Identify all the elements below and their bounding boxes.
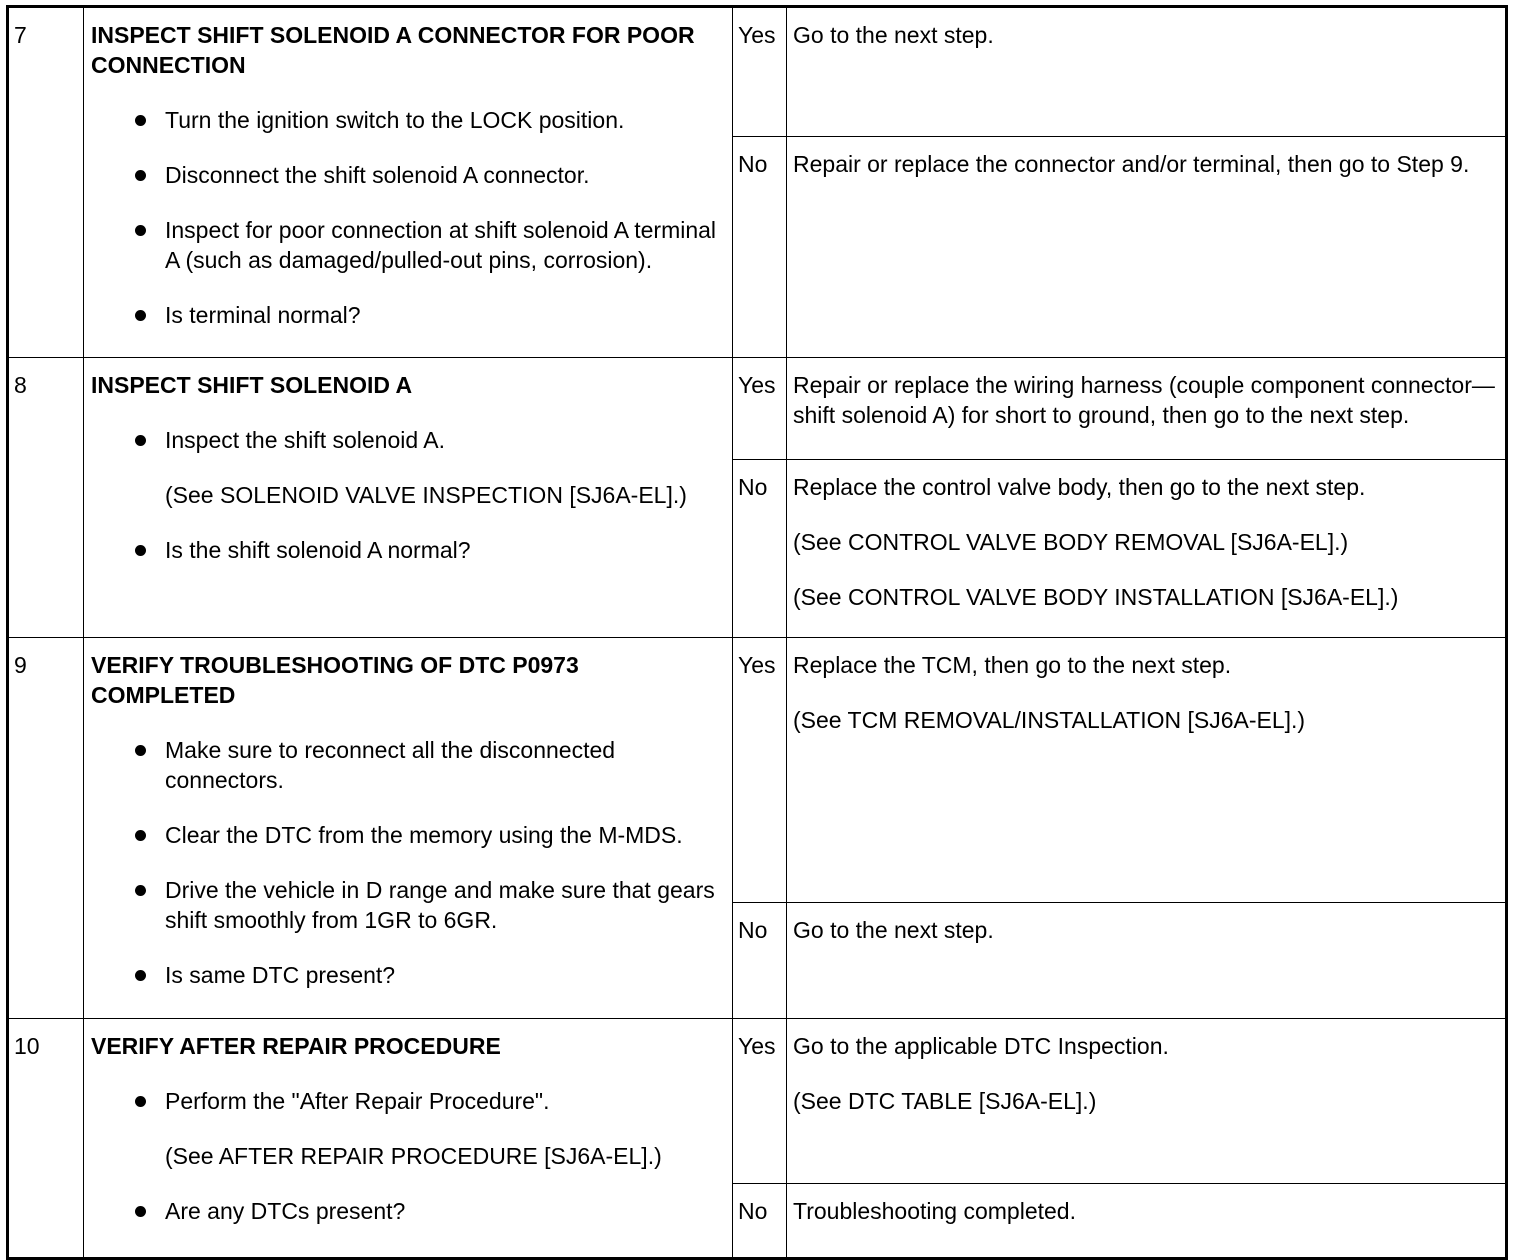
result-text: (See CONTROL VALVE BODY REMOVAL [SJ6A-EL].) [793, 529, 1349, 555]
bullet-icon [135, 970, 146, 981]
bullet-icon [135, 310, 146, 321]
no-result [787, 1184, 1507, 1259]
result-text: Replace the control valve body, then go to the next step. [793, 474, 1366, 500]
no-label: No [733, 460, 787, 638]
bullet-item [91, 160, 718, 190]
reference-note [91, 480, 718, 510]
no-label: No [733, 137, 787, 358]
step-number: 8 [8, 358, 84, 638]
item-text: Inspect the shift solenoid A. [165, 427, 446, 453]
result-text: (See TCM REMOVAL/INSTALLATION [SJ6A-EL].) [793, 707, 1306, 733]
item-text: Clear the DTC from the memory using the M-MDS. [165, 822, 683, 848]
bullet-icon [135, 1206, 146, 1217]
no-result [787, 903, 1507, 1019]
yes-result [787, 1019, 1507, 1184]
step-items [91, 1086, 718, 1226]
step-title: VERIFY TROUBLESHOOTING OF DTC P0973 COMPLETED [91, 652, 579, 708]
result-text: Repair or replace the wiring harness (couple component connector—shift solenoid A) for short to ground, then go to the next step. [793, 372, 1495, 428]
troubleshooting-table [6, 5, 1508, 1260]
yes-label: Yes [733, 358, 787, 460]
item-text: Inspect for poor connection at shift solenoid A terminal A (such as damaged/pulled-out pins, corrosion). [165, 217, 717, 273]
item-text: Perform the "After Repair Procedure". [165, 1088, 550, 1114]
step-action [84, 638, 733, 1019]
bullet-item [91, 820, 718, 850]
table-row [8, 7, 1507, 137]
item-text: (See AFTER REPAIR PROCEDURE [SJ6A-EL].) [165, 1143, 662, 1169]
step-number: 9 [8, 638, 84, 1019]
bullet-item [91, 425, 718, 455]
bullet-icon [135, 830, 146, 841]
bullet-item [91, 215, 718, 275]
item-text: Make sure to reconnect all the disconnected connectors. [165, 737, 616, 793]
item-text: Is the shift solenoid A normal? [165, 537, 471, 563]
result-text: (See DTC TABLE [SJ6A-EL].) [793, 1088, 1097, 1114]
step-items [91, 105, 718, 330]
step-action [84, 358, 733, 638]
bullet-icon [135, 745, 146, 756]
bullet-icon [135, 545, 146, 556]
step-action [84, 1019, 733, 1259]
table-row [8, 358, 1507, 460]
bullet-icon [135, 435, 146, 446]
step-action [84, 7, 733, 358]
item-text: Drive the vehicle in D range and make sure that gears shift smoothly from 1GR to 6GR. [165, 877, 715, 933]
step-items [91, 425, 718, 565]
yes-result [787, 7, 1507, 137]
step-title: INSPECT SHIFT SOLENOID A CONNECTOR FOR POOR CONNECTION [91, 22, 695, 78]
item-text: Disconnect the shift solenoid A connector. [165, 162, 590, 188]
reference-note [91, 1141, 718, 1171]
item-text: Is terminal normal? [165, 302, 361, 328]
result-text: Go to the applicable DTC Inspection. [793, 1033, 1169, 1059]
item-text: (See SOLENOID VALVE INSPECTION [SJ6A-EL].) [165, 482, 687, 508]
table-row [8, 638, 1507, 903]
yes-label: Yes [733, 638, 787, 903]
bullet-item [91, 875, 718, 935]
bullet-icon [135, 115, 146, 126]
table-body [8, 7, 1507, 1259]
yes-label: Yes [733, 7, 787, 137]
result-text: Replace the TCM, then go to the next step. [793, 652, 1232, 678]
step-items [91, 735, 718, 990]
yes-label: Yes [733, 1019, 787, 1184]
bullet-icon [135, 170, 146, 181]
step-number: 10 [8, 1019, 84, 1259]
item-text: Are any DTCs present? [165, 1198, 406, 1224]
step-title: INSPECT SHIFT SOLENOID A [91, 372, 413, 398]
yes-result [787, 358, 1507, 460]
result-text: Repair or replace the connector and/or terminal, then go to Step 9. [793, 151, 1470, 177]
no-result [787, 137, 1507, 358]
no-label: No [733, 903, 787, 1019]
result-text: (See CONTROL VALVE BODY INSTALLATION [SJ6A-EL].) [793, 584, 1399, 610]
bullet-item [91, 735, 718, 795]
bullet-item [91, 300, 718, 330]
step-title: VERIFY AFTER REPAIR PROCEDURE [91, 1033, 501, 1059]
bullet-item [91, 105, 718, 135]
bullet-icon [135, 885, 146, 896]
bullet-item [91, 1086, 718, 1116]
step-number: 7 [8, 7, 84, 358]
bullet-icon [135, 1096, 146, 1107]
bullet-icon [135, 225, 146, 236]
no-result [787, 460, 1507, 638]
result-text: Go to the next step. [793, 917, 994, 943]
result-text: Troubleshooting completed. [793, 1198, 1076, 1224]
yes-result [787, 638, 1507, 903]
table-row [8, 1019, 1507, 1184]
item-text: Is same DTC present? [165, 962, 396, 988]
bullet-item [91, 960, 718, 990]
bullet-item [91, 535, 718, 565]
bullet-item [91, 1196, 718, 1226]
no-label: No [733, 1184, 787, 1259]
item-text: Turn the ignition switch to the LOCK position. [165, 107, 625, 133]
result-text: Go to the next step. [793, 22, 994, 48]
